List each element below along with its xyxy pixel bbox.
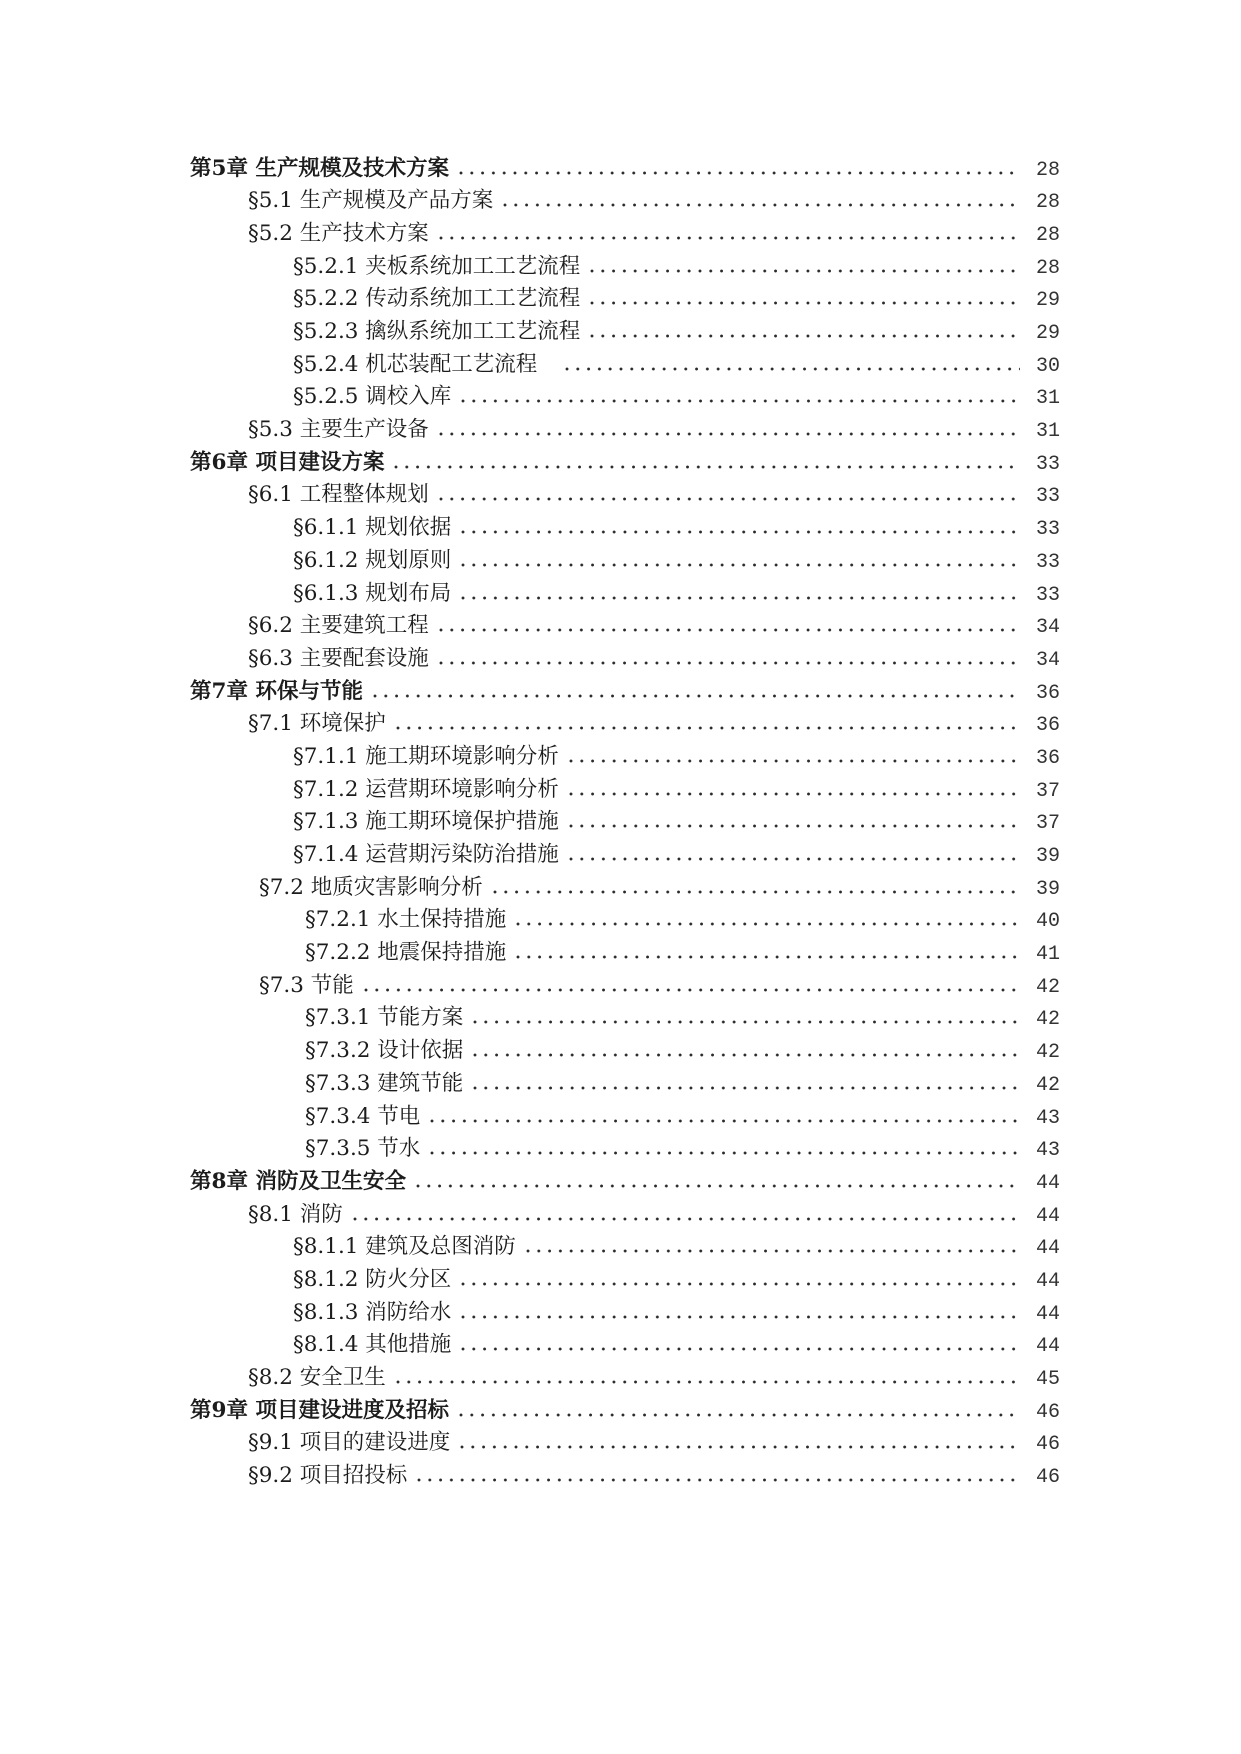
dot-leader [526,1249,1020,1253]
toc-section-entry [0,1460,1060,1493]
dot-leader [473,1020,1020,1024]
toc-section-entry [0,1199,1060,1232]
toc-page-number: 44 [1035,1335,1060,1359]
toc-entry-title: §5.2.2 传动系统加工工艺流程 [293,286,581,312]
toc-page-number: 42 [1035,975,1060,999]
toc-subsection-entry [0,1264,1060,1297]
toc-entry-title: §7.1.2 运营期环境影响分析 [293,776,559,802]
toc-page-number: 28 [1035,191,1060,215]
toc-entry-title: §7.2.1 水土保持措施 [305,907,507,933]
dot-leader [461,1315,1020,1319]
toc-page-number: 36 [1035,746,1060,770]
dot-leader [461,530,1020,534]
toc-chapter-entry [0,1395,1060,1428]
toc-page-number: 28 [1035,223,1060,247]
toc-entry-title: §5.1 生产规模及产品方案 [248,188,494,214]
toc-subsection-entry [0,1133,1060,1166]
dot-leader [394,465,1020,469]
toc-page-number: 46 [1035,1466,1060,1490]
dot-leader [461,399,1020,403]
dot-leader [473,1053,1020,1057]
toc-entry-title: §7.3.3 建筑节能 [305,1070,464,1096]
toc-page-number: 33 [1035,485,1060,509]
toc-entry-title: §6.3 主要配套设施 [248,645,429,671]
toc-entry-title: §8.1.3 消防给水 [293,1299,452,1325]
toc-entry-title: §8.1.4 其他措施 [293,1332,452,1358]
dot-leader [439,661,1020,665]
toc-page-number: 36 [1035,681,1060,705]
toc-entry-title: §8.1.2 防火分区 [293,1266,452,1292]
dot-leader [430,1151,1020,1155]
toc-entry-title: 第9章 项目建设进度及招标 [190,1397,449,1423]
toc-page-number: 46 [1035,1433,1060,1457]
toc-page-number: 31 [1035,420,1060,444]
toc-subsection-entry [0,1035,1060,1068]
toc-entry-title: §6.1.3 规划布局 [293,580,452,606]
dot-leader [439,628,1020,632]
toc-entry-title: §7.2 地质灾害影响分析 [259,874,483,900]
toc-entry-title: §9.2 项目招投标 [248,1463,408,1489]
toc-subsection-entry [0,741,1060,774]
toc-entry-title: §7.1.1 施工期环境影响分析 [293,743,559,769]
toc-page-number: 37 [1035,812,1060,836]
dot-leader [459,1413,1020,1417]
toc-page-number: 41 [1035,943,1060,967]
toc-page-number: 34 [1035,648,1060,672]
dot-leader [461,1347,1020,1351]
toc-section-entry [0,1362,1060,1395]
toc-entry-title: §5.2 生产技术方案 [248,220,429,246]
toc-subsection-entry [0,512,1060,545]
toc-subsection-entry [0,251,1060,284]
toc-page-number: 44 [1035,1269,1060,1293]
toc-entry-title: §7.3.5 节水 [305,1136,421,1162]
dot-leader [493,890,1020,894]
toc-page-number: 42 [1035,1008,1060,1032]
toc-entry-title: §7.3 节能 [259,972,354,998]
toc-page-number: 45 [1035,1368,1060,1392]
toc-page-number: 33 [1035,550,1060,574]
toc-page-number: 33 [1035,518,1060,542]
toc-page-number: 42 [1035,1041,1060,1065]
toc-section-entry [0,970,1060,1003]
toc-subsection-entry [0,937,1060,970]
toc-page-number: 37 [1035,779,1060,803]
toc-entry-title: §8.2 安全卫生 [248,1365,386,1391]
dot-leader [569,792,1020,796]
toc-entry-title: 第6章 项目建设方案 [190,449,385,475]
toc-page-number: 29 [1035,322,1060,346]
dot-leader [516,922,1020,926]
toc-entry-title: §5.2.3 擒纵系统加工工艺流程 [293,319,581,345]
toc-section-entry [0,414,1060,447]
toc-entry-title: 第7章 环保与节能 [190,678,363,704]
toc-page-number: 28 [1035,256,1060,280]
dot-leader [353,1217,1020,1221]
toc-subsection-entry [0,774,1060,807]
toc-chapter-entry [0,153,1060,186]
toc-entry-title: §7.3.2 设计依据 [305,1038,464,1064]
toc-subsection-entry [0,839,1060,872]
dot-leader [590,269,1020,273]
toc-subsection-entry [0,806,1060,839]
toc-section-entry [0,185,1060,218]
toc-page-number: 43 [1035,1139,1060,1163]
toc-page-number: 43 [1035,1106,1060,1130]
toc-subsection-entry [0,1002,1060,1035]
toc-page-number: 31 [1035,387,1060,411]
toc-page-number: 33 [1035,583,1060,607]
dot-leader [417,1478,1020,1482]
toc-entry-title: §6.1.2 规划原则 [293,547,452,573]
toc-subsection-entry [0,904,1060,937]
table-of-contents [0,153,1060,1493]
toc-chapter-entry [0,676,1060,709]
toc-entry-title: §5.2.4 机芯装配工艺流程 [293,351,538,377]
toc-page-number: 28 [1035,158,1060,182]
dot-leader [569,824,1020,828]
toc-section-entry [0,1427,1060,1460]
dot-leader [430,1119,1020,1123]
toc-page-number: 44 [1035,1171,1060,1195]
dot-leader [439,236,1020,240]
toc-entry-title: §7.3.4 节电 [305,1103,421,1129]
dot-leader [516,955,1020,959]
dot-leader [503,203,1020,207]
toc-entry-title: §9.1 项目的建设进度 [248,1430,451,1456]
toc-section-entry [0,610,1060,643]
dot-leader [473,1086,1020,1090]
toc-subsection-entry [0,316,1060,349]
toc-section-entry [0,708,1060,741]
dot-leader [461,596,1020,600]
toc-entry-title: §7.1.3 施工期环境保护措施 [293,809,559,835]
toc-subsection-entry [0,1297,1060,1330]
toc-entry-title: §7.1 环境保护 [248,711,386,737]
toc-page-number: 46 [1035,1400,1060,1424]
toc-subsection-entry [0,578,1060,611]
dot-leader [460,1445,1020,1449]
toc-page-number: 42 [1035,1073,1060,1097]
toc-entry-title: 第5章 生产规模及技术方案 [190,155,449,181]
toc-page-number: 30 [1035,354,1060,378]
dot-leader [364,988,1020,992]
toc-page-number: 36 [1035,714,1060,738]
toc-subsection-entry [0,545,1060,578]
toc-page-number: 39 [1035,877,1060,901]
toc-subsection-entry [0,381,1060,414]
toc-entry-title: §5.2.5 调校入库 [293,384,452,410]
toc-entry-title: §6.1.1 规划依据 [293,515,452,541]
toc-subsection-entry [0,283,1060,316]
dot-leader [569,759,1020,763]
dot-leader [396,1380,1020,1384]
dot-leader [461,563,1020,567]
dot-leader [565,367,1020,371]
toc-page-number: 33 [1035,452,1060,476]
dot-leader [396,726,1020,730]
dot-leader [590,301,1020,305]
toc-page-number: 29 [1035,289,1060,313]
toc-section-entry [0,479,1060,512]
toc-section-entry [0,643,1060,676]
toc-subsection-entry [0,1101,1060,1134]
dot-leader [459,171,1020,175]
toc-entry-title: §5.2.1 夹板系统加工工艺流程 [293,253,581,279]
toc-page-number: 44 [1035,1302,1060,1326]
dot-leader [590,334,1020,338]
toc-chapter-entry [0,447,1060,480]
dot-leader [439,497,1020,501]
toc-entry-title: §6.2 主要建筑工程 [248,613,429,639]
toc-page-number: 39 [1035,845,1060,869]
toc-entry-title: §5.3 主要生产设备 [248,417,429,443]
dot-leader [461,1282,1020,1286]
toc-entry-title: §7.1.4 运营期污染防治措施 [293,842,559,868]
toc-section-entry [0,218,1060,251]
toc-subsection-entry [0,349,1060,382]
toc-entry-title: §8.1.1 建筑及总图消防 [293,1234,516,1260]
toc-entry-title: §7.3.1 节能方案 [305,1005,464,1031]
toc-page-number: 34 [1035,616,1060,640]
toc-subsection-entry [0,1068,1060,1101]
toc-subsection-entry [0,1329,1060,1362]
toc-entry-title: §8.1 消防 [248,1201,343,1227]
dot-leader [439,432,1020,436]
toc-chapter-entry [0,1166,1060,1199]
dot-leader [416,1184,1020,1188]
toc-page-number: 40 [1035,910,1060,934]
toc-subsection-entry [0,1231,1060,1264]
toc-section-entry [0,872,1060,905]
dot-leader [373,694,1020,698]
toc-page-number: 44 [1035,1204,1060,1228]
toc-entry-title: §6.1 工程整体规划 [248,482,429,508]
toc-page-number: 44 [1035,1237,1060,1261]
dot-leader [569,857,1020,861]
toc-entry-title: §7.2.2 地震保持措施 [305,940,507,966]
toc-entry-title: 第8章 消防及卫生安全 [190,1168,406,1194]
